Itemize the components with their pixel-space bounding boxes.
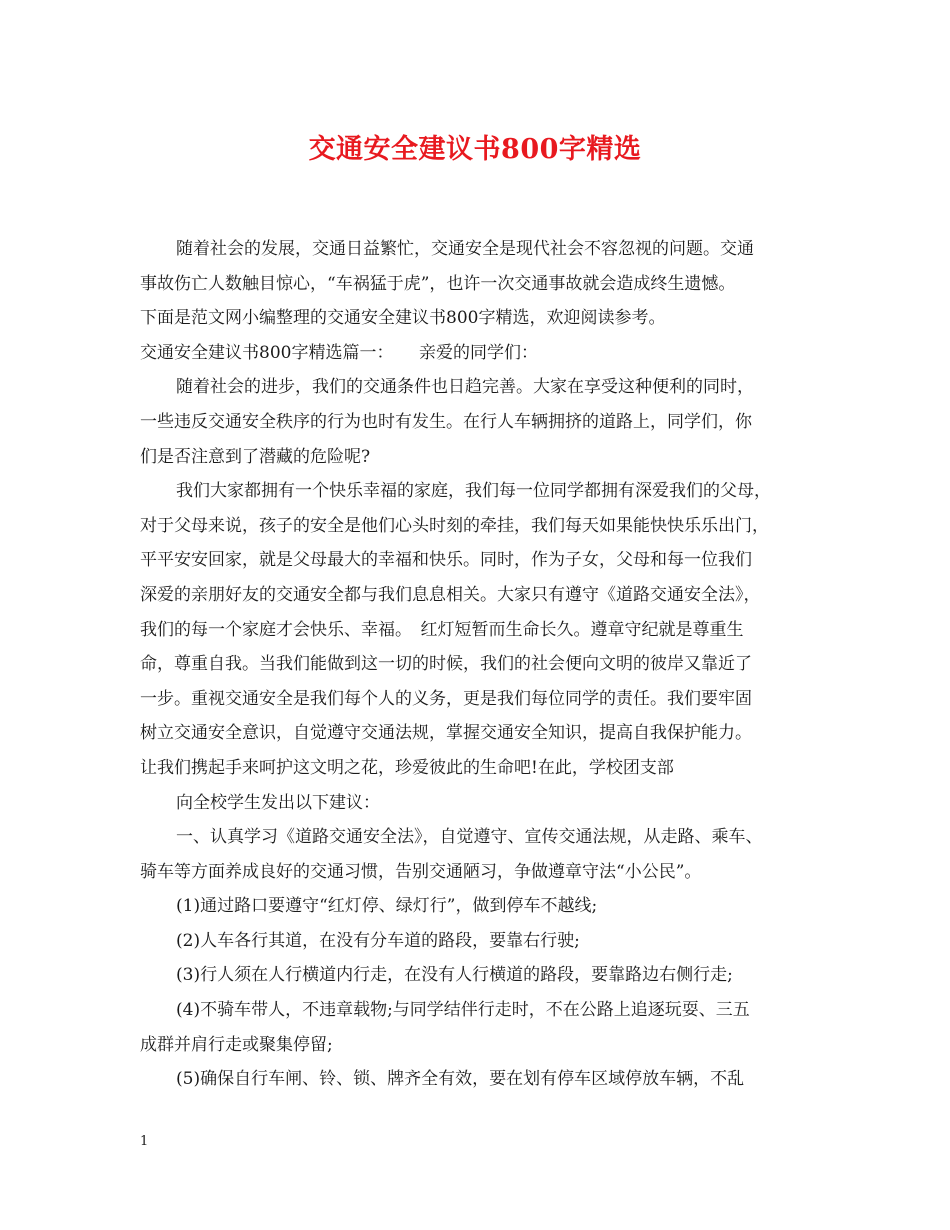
text-line: 交通安全建议书800字精选篇一： 亲爱的同学们：	[140, 342, 538, 363]
text-line: 事故伤亡人数触目惊心，“车祸猛于虎”，也许一次交通事故就会造成终生遗憾。	[140, 273, 736, 294]
page-number: 1	[140, 1134, 149, 1149]
text-line: 命，尊重自我。当我们能做到这一切的时候，我们的社会便向文明的彼岸又靠近了	[140, 654, 752, 675]
text-line: 深爱的亲朋好友的交通安全都与我们息息相关。大家只有遵守《道路交通安全法》，	[140, 584, 761, 605]
text-line: 平平安安回家，就是父母最大的幸福和快乐。同时，作为子女，父母和每一位我们	[140, 550, 752, 571]
text-line: 树立交通安全意识，自觉遵守交通法规，掌握交通安全知识，提高自我保护能力。	[140, 723, 752, 744]
text-line: (4)不骑车带人，不违章载物;与同学结伴行走时，不在公路上追逐玩耍、三五	[176, 1000, 750, 1021]
document-title: 交通安全建议书800字精选	[308, 134, 642, 165]
text-line: 骑车等方面养成良好的交通习惯，告别交通陋习，争做遵章守法“小公民”。	[140, 861, 702, 882]
text-line: 一些违反交通安全秩序的行为也时有发生。在行人车辆拥挤的道路上，同学们，你	[140, 411, 752, 432]
text-line: 对于父母来说，孩子的安全是他们心头时刻的牵挂，我们每天如果能快快乐乐出门，	[140, 515, 769, 536]
text-line: 一步。重视交通安全是我们每个人的义务，更是我们每位同学的责任。我们要牢固	[140, 688, 752, 709]
text-line: 让我们携起手来呵护这文明之花，珍爱彼此的生命吧!在此，学校团支部	[140, 757, 674, 778]
text-line: (2)人车各行其道，在没有分车道的路段，要靠右行驶;	[176, 930, 580, 951]
text-line: (1)通过路口要遵守“红灯停、绿灯行”，做到停车不越线;	[176, 896, 598, 917]
text-line: 随着社会的进步，我们的交通条件也日趋完善。大家在享受这种便利的同时，	[176, 377, 754, 398]
text-line: 一、认真学习《道路交通安全法》，自觉遵守、宣传交通法规，从走路、乘车、	[176, 827, 763, 848]
text-line: 成群并肩行走或聚集停留;	[140, 1034, 333, 1055]
text-line: 下面是范文网小编整理的交通安全建议书800字精选，欢迎阅读参考。	[140, 308, 666, 329]
text-line: 们是否注意到了潜藏的危险呢?	[140, 446, 371, 467]
text-line: 随着社会的发展，交通日益繁忙，交通安全是现代社会不容忽视的问题。交通	[176, 239, 754, 259]
text-line: 我们大家都拥有一个快乐幸福的家庭，我们每一位同学都拥有深爱我们的父母，	[176, 481, 771, 502]
text-line: (5)确保自行车闸、铃、锁、牌齐全有效，要在划有停车区域停放车辆，不乱	[176, 1069, 745, 1090]
text-line: 我们的每一个家庭才会快乐、幸福。 红灯短暂而生命长久。遵章守纪就是尊重生	[140, 619, 744, 640]
text-line: 向全校学生发出以下建议：	[176, 792, 380, 813]
text-line: (3)行人须在人行横道内行走，在没有人行横道的路段，要靠路边右侧行走;	[176, 965, 733, 986]
document-body	[140, 232, 830, 1097]
